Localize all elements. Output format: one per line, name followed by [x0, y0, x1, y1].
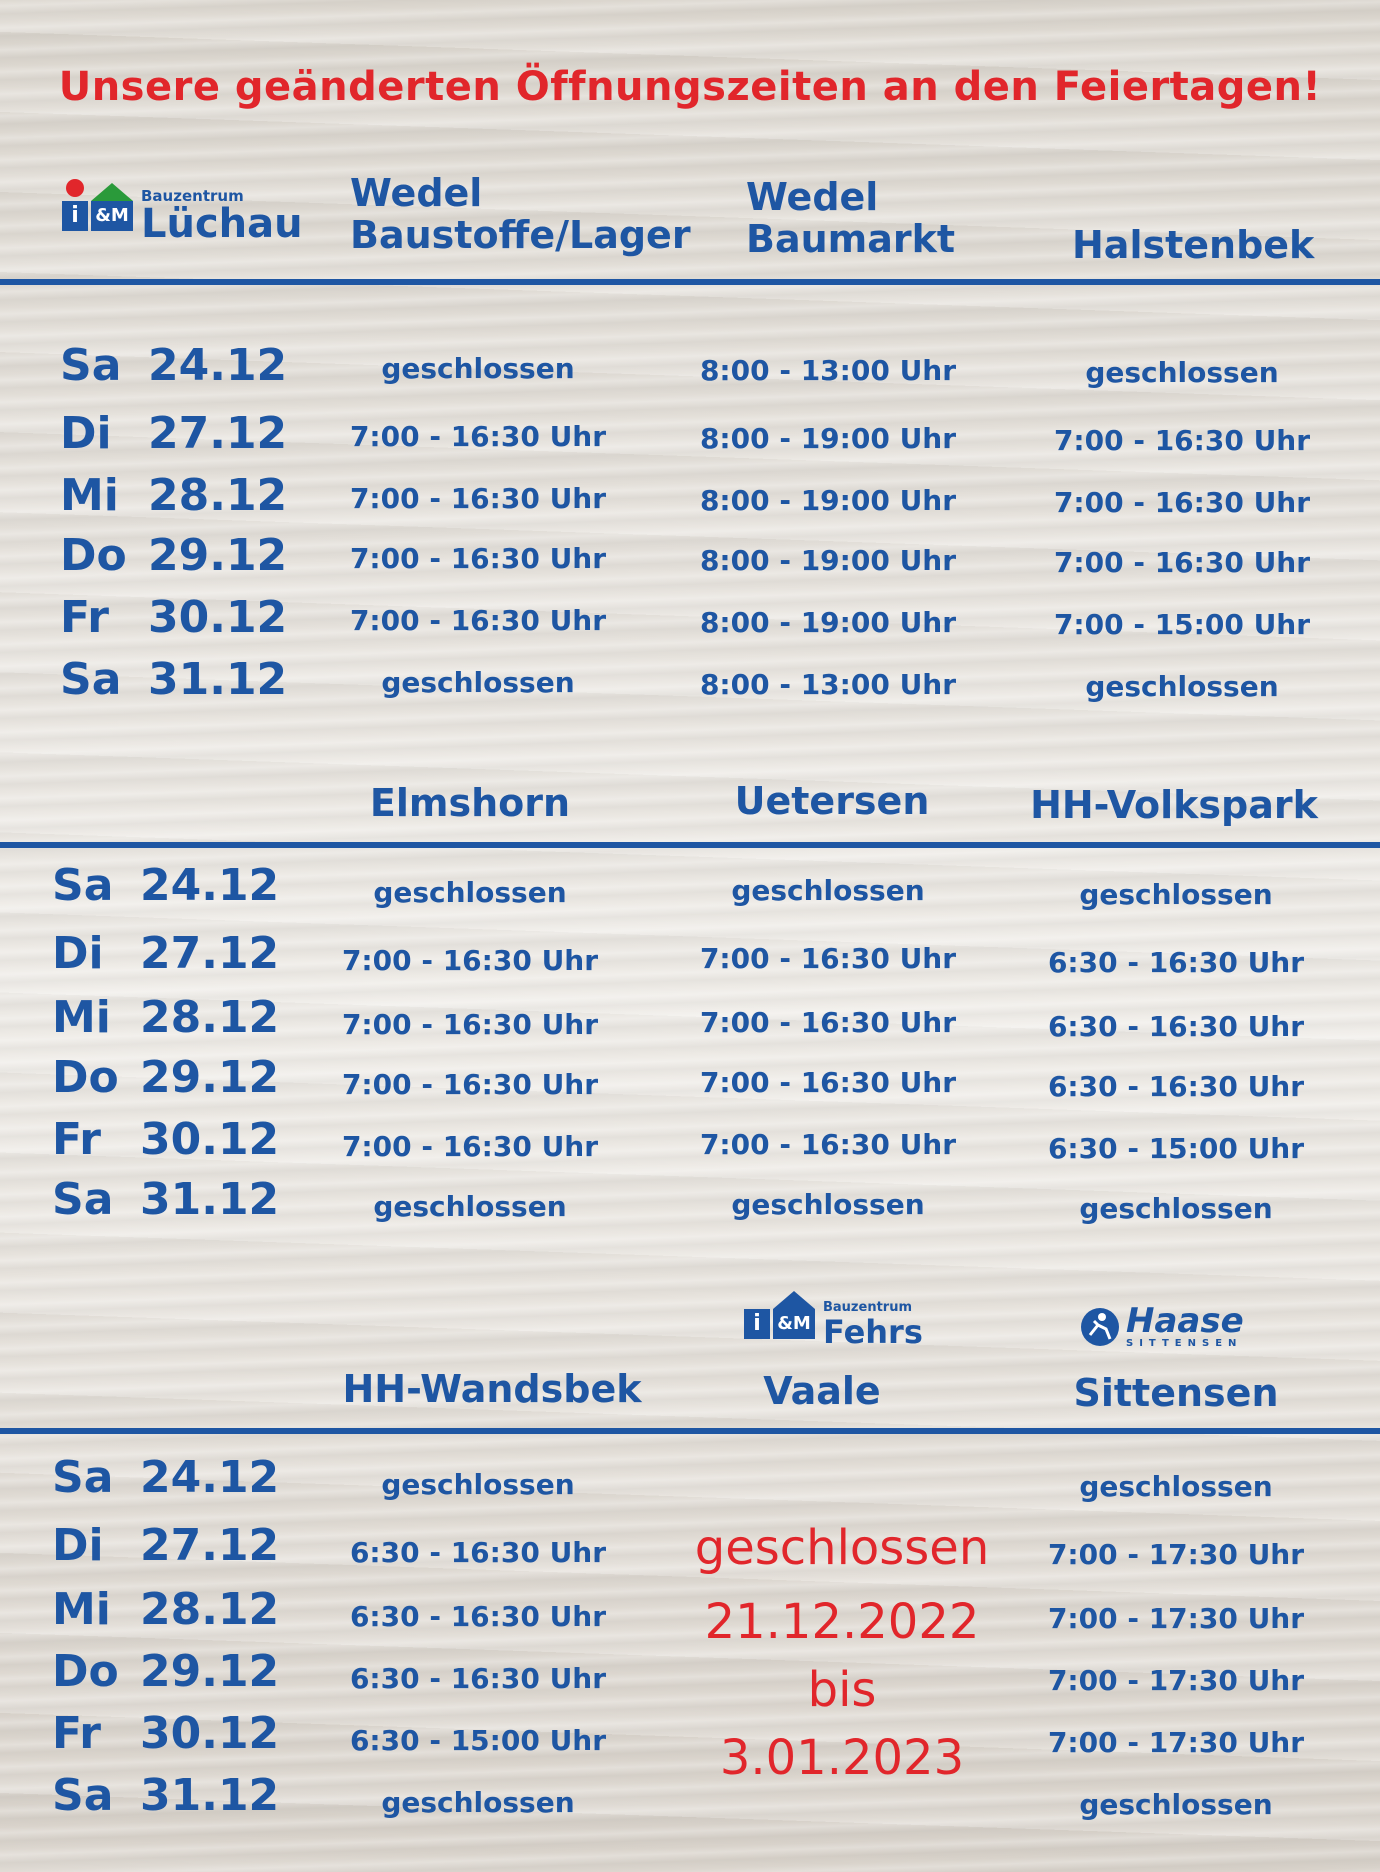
- hours-cell: 8:00 - 19:00 Uhr: [699, 422, 957, 455]
- row-date: 30.12: [140, 1114, 280, 1165]
- hours-cell: 8:00 - 13:00 Uhr: [699, 354, 957, 387]
- col-head-hh-wandsbek: HH-Wandsbek: [342, 1367, 642, 1411]
- hours-cell: geschlossen: [1079, 878, 1273, 911]
- hours-cell: 8:00 - 19:00 Uhr: [699, 544, 957, 577]
- luechau-logo: [62, 187, 303, 247]
- hours-cell: geschlossen: [381, 666, 575, 699]
- hours-cell: geschlossen: [381, 1468, 575, 1501]
- row-date: 31.12: [140, 1770, 280, 1821]
- hours-cell: 6:30 - 16:30 Uhr: [349, 1536, 607, 1569]
- hours-cell: geschlossen: [1079, 1192, 1273, 1225]
- hours-cell: 7:00 - 16:30 Uhr: [349, 542, 607, 575]
- row-day: Do: [52, 1646, 119, 1697]
- haase-logo-big: Haase: [1126, 1301, 1244, 1341]
- im-logo-roof-icon: [91, 183, 133, 201]
- hours-cell: 7:00 - 17:30 Uhr: [1047, 1538, 1305, 1571]
- hours-cell: 7:00 - 16:30 Uhr: [699, 1006, 957, 1039]
- row-date: 27.12: [140, 1520, 280, 1571]
- col-head-uetersen: Uetersen: [734, 779, 930, 823]
- row-day: Sa: [52, 1174, 114, 1225]
- hours-cell: 7:00 - 16:30 Uhr: [341, 1008, 599, 1041]
- section-rule-3: [0, 1428, 1380, 1434]
- hours-cell: 7:00 - 16:30 Uhr: [1053, 546, 1311, 579]
- hours-cell: 8:00 - 13:00 Uhr: [699, 668, 957, 701]
- hours-cell: 8:00 - 19:00 Uhr: [699, 606, 957, 639]
- hours-cell: geschlossen: [1085, 670, 1279, 703]
- hours-cell: 7:00 - 17:30 Uhr: [1047, 1664, 1305, 1697]
- hours-cell: geschlossen: [1079, 1788, 1273, 1821]
- row-day: Mi: [60, 470, 119, 521]
- hours-cell: 7:00 - 16:30 Uhr: [1053, 486, 1311, 519]
- vaale-notice-from: 21.12.2022: [704, 1594, 980, 1650]
- vaale-notice-closed: geschlossen: [694, 1520, 990, 1576]
- fehrs-logo-small: Bauzentrum: [823, 1300, 913, 1315]
- hours-cell: 7:00 - 16:30 Uhr: [699, 1128, 957, 1161]
- row-date: 29.12: [140, 1052, 280, 1103]
- row-day: Di: [60, 408, 112, 459]
- col-head-sittensen: Sittensen: [1073, 1371, 1279, 1415]
- hours-cell: 7:00 - 15:00 Uhr: [1053, 608, 1311, 641]
- page-title: Unsere geänderten Öffnungszeiten an den Feiertagen!: [58, 64, 1322, 110]
- hours-cell: geschlossen: [381, 352, 575, 385]
- hours-cell: geschlossen: [381, 1786, 575, 1819]
- haase-logo: [1080, 1301, 1244, 1350]
- row-date: 28.12: [140, 1584, 280, 1635]
- fehrs-logo-i: i: [744, 1309, 770, 1339]
- im-logo-mark: [62, 201, 133, 231]
- hours-cell: 6:30 - 16:30 Uhr: [1047, 1070, 1305, 1103]
- fehrs-logo-roof-icon: [773, 1291, 815, 1309]
- row-day: Fr: [52, 1708, 101, 1759]
- row-date: 28.12: [148, 470, 288, 521]
- col-head-wedel-baumarkt: Wedel Baumarkt: [746, 175, 956, 261]
- row-date: 24.12: [140, 1452, 280, 1503]
- hours-cell: 7:00 - 16:30 Uhr: [349, 482, 607, 515]
- hours-cell: 7:00 - 16:30 Uhr: [349, 420, 607, 453]
- hours-cell: 7:00 - 16:30 Uhr: [1053, 424, 1311, 457]
- col-head-wedel-baustoffe: Wedel Baustoffe/Lager: [350, 171, 691, 257]
- row-day: Di: [52, 1520, 104, 1571]
- hours-cell: 7:00 - 16:30 Uhr: [341, 1130, 599, 1163]
- row-day: Sa: [60, 654, 122, 705]
- section-rule-1: [0, 279, 1380, 285]
- luechau-logo-big: Lüchau: [141, 201, 303, 247]
- row-day: Fr: [60, 592, 109, 643]
- row-date: 30.12: [148, 592, 288, 643]
- hours-cell: geschlossen: [373, 1190, 567, 1223]
- row-day: Do: [60, 530, 127, 581]
- hours-cell: geschlossen: [731, 1188, 925, 1221]
- hours-cell: geschlossen: [731, 874, 925, 907]
- row-day: Sa: [52, 1452, 114, 1503]
- hours-cell: 6:30 - 16:30 Uhr: [1047, 946, 1305, 979]
- haase-logo-small: SITTENSEN: [1126, 1338, 1243, 1349]
- row-date: 24.12: [140, 860, 280, 911]
- hours-cell: 7:00 - 16:30 Uhr: [349, 604, 607, 637]
- col-head-elmshorn: Elmshorn: [369, 781, 571, 825]
- col-head-halstenbek: Halstenbek: [1072, 223, 1315, 267]
- row-date: 29.12: [148, 530, 288, 581]
- vaale-notice-bis: bis: [807, 1662, 877, 1718]
- row-day: Sa: [60, 340, 122, 391]
- fehrs-logo-m: &M: [773, 1309, 815, 1339]
- hours-cell: 6:30 - 15:00 Uhr: [349, 1724, 607, 1757]
- hours-cell: geschlossen: [1079, 1470, 1273, 1503]
- row-day: Sa: [52, 1770, 114, 1821]
- fehrs-logo-big: Fehrs: [823, 1313, 923, 1351]
- fehrs-logo: [744, 1300, 923, 1351]
- row-date: 24.12: [148, 340, 288, 391]
- hours-cell: geschlossen: [1085, 356, 1279, 389]
- row-date: 30.12: [140, 1708, 280, 1759]
- row-date: 27.12: [140, 928, 280, 979]
- fehrs-logo-mark: [744, 1309, 815, 1339]
- row-date: 29.12: [140, 1646, 280, 1697]
- col-head-vaale: Vaale: [763, 1369, 881, 1413]
- hours-cell: 6:30 - 15:00 Uhr: [1047, 1132, 1305, 1165]
- luechau-logo-small: Bauzentrum: [141, 187, 244, 205]
- im-logo-m: &M: [91, 201, 133, 231]
- hours-cell: 7:00 - 16:30 Uhr: [699, 1066, 957, 1099]
- row-date: 27.12: [148, 408, 288, 459]
- vaale-notice-to: 3.01.2023: [719, 1730, 965, 1786]
- hours-cell: 6:30 - 16:30 Uhr: [1047, 1010, 1305, 1043]
- hours-cell: 7:00 - 16:30 Uhr: [341, 1068, 599, 1101]
- row-date: 31.12: [148, 654, 288, 705]
- hours-cell: 6:30 - 16:30 Uhr: [349, 1662, 607, 1695]
- im-logo-dot-icon: [66, 179, 84, 197]
- row-day: Fr: [52, 1114, 101, 1165]
- hours-cell: 7:00 - 16:30 Uhr: [699, 942, 957, 975]
- row-date: 31.12: [140, 1174, 280, 1225]
- im-logo-i: i: [62, 201, 88, 231]
- section-rule-2: [0, 842, 1380, 848]
- row-date: 28.12: [140, 992, 280, 1043]
- row-day: Di: [52, 928, 104, 979]
- row-day: Mi: [52, 1584, 111, 1635]
- hours-cell: 6:30 - 16:30 Uhr: [349, 1600, 607, 1633]
- hours-cell: 7:00 - 17:30 Uhr: [1047, 1602, 1305, 1635]
- hours-cell: geschlossen: [373, 876, 567, 909]
- haase-figure-icon: [1080, 1307, 1120, 1347]
- col-head-hh-volkspark: HH-Volkspark: [1030, 783, 1318, 827]
- row-day: Mi: [52, 992, 111, 1043]
- row-day: Do: [52, 1052, 119, 1103]
- hours-cell: 7:00 - 17:30 Uhr: [1047, 1726, 1305, 1759]
- hours-cell: 8:00 - 19:00 Uhr: [699, 484, 957, 517]
- hours-cell: 7:00 - 16:30 Uhr: [341, 944, 599, 977]
- row-day: Sa: [52, 860, 114, 911]
